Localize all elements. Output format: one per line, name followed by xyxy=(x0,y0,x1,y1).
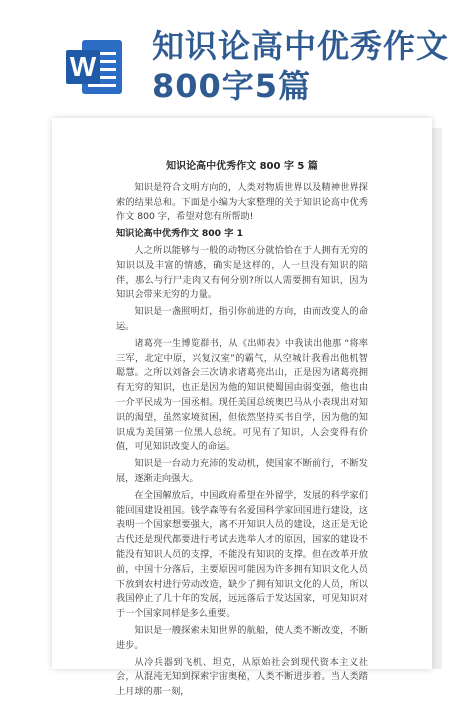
body-paragraph: 知识是一盏照明灯，指引你前进的方向，由而改变人的命运。 xyxy=(116,306,368,332)
document-title: 知识论高中优秀作文 800 字 5 篇 xyxy=(166,161,318,172)
document-preview xyxy=(52,118,442,698)
body-paragraph: 知识是一台动力充沛的发动机，使国家不断前行，不断发展，逐渐走向强大。 xyxy=(116,458,368,484)
body-paragraph: 人之所以能够与一般的动物区分就恰恰在于人拥有无穷的知识以及丰富的情感，确实是这样的，人一旦没有知识的陪伴，那么与行尸走肉又有何分别?所以人需要拥有知识，因为知识会带来无穷的力量。 xyxy=(116,244,368,301)
word-document-icon xyxy=(66,38,122,96)
body-paragraph: 知识是一艘探索未知世界的航船，使人类不断改变，不断进步。 xyxy=(116,624,368,651)
document-page xyxy=(52,118,432,698)
word-icon-letter: W xyxy=(66,50,100,84)
banner-title: 知识论高中优秀作文800字5篇 xyxy=(152,27,450,105)
banner-header xyxy=(0,0,474,112)
body-paragraph: 从冷兵器到飞机、坦克，从原始社会到现代资本主义社会，从混沌无知到探索宇宙奥秘，人类不断进步着。当人类踏上月球的那一刻， xyxy=(116,656,368,698)
document-body xyxy=(116,160,368,702)
body-paragraph: 在全国解放后，中国政府希望在外留学，发展的科学家们能回国建设祖国。钱学森等有名爱国科学家回国进行建设，这表明一个国家想要强大，离不开知识人员的建设，这正是无论古代还是现代都要进行考试去选举人才的原因，国家的建设不能没有知识人员的支撑，不能没有知识的支撑。但在改革开放前，中国十分落后，主要原因可能因为许多拥有知识文化人员下放到农村进行劳动改造，缺少了拥有知识文化的人员，所以我国停止了几十年的发展，远远落后于发达国家，可见知识对于一个国家同样是多么重要。 xyxy=(116,489,368,620)
body-paragraph: 诸葛亮一生博览群书，从《出师表》中我读出他那 “将率三军，北定中原，兴复汉室”的霸气，从空城计我看出他机智聪慧。之所以刘备会三次请求诸葛亮出山，正是因为诸葛亮拥有无穷的知识，也正是因为他的知识使蜀国由弱变强，他也由一介平民成为一国丞相。现任美国总统奥巴马从小表现出对知识的渴望，虽然家境贫困，但依然坚持买书自学，因为他的知识成为美国第一位黑人总统。可见有了知识，人会变得有价值，可见知识改变人的命运。 xyxy=(116,337,368,453)
intro-paragraph: 知识是符合文明方向的，人类对物质世界以及精神世界探索的结果总和。下面是小编为大家整理的关于知识论高中优秀作文 800 字，希望对您有所帮助! xyxy=(116,181,368,223)
section-heading: 知识论高中优秀作文 800 字 1 xyxy=(116,228,244,240)
